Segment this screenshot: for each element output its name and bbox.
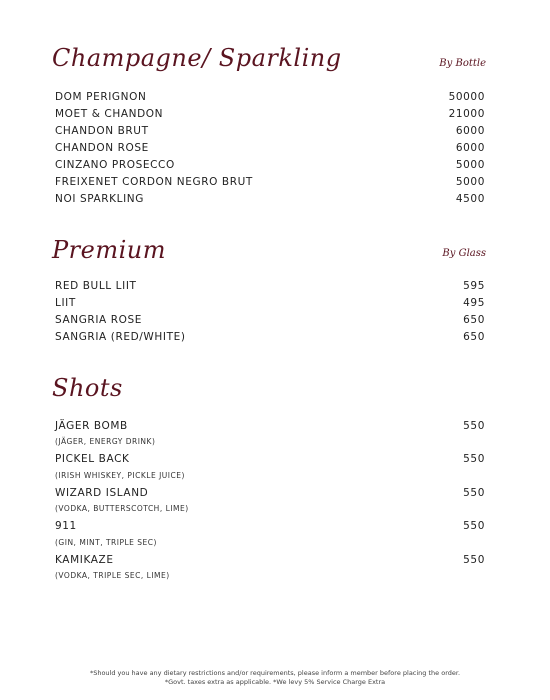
- menu-item: [55, 139, 485, 156]
- footer-dietary-note: *Should you have any dietary restrictions and/or requirements, please inform a member before placing the order.: [89, 669, 461, 677]
- footer-notes: [0, 669, 550, 687]
- menu-item: [55, 156, 485, 173]
- item-description: (JÄGER, ENERGY DRINK): [55, 437, 156, 446]
- column-label-by-glass: By Glass: [442, 248, 486, 259]
- item-price: 4500: [455, 192, 485, 205]
- section-title-shots: Shots: [52, 374, 123, 402]
- item-price: 550: [463, 486, 485, 499]
- item-price: 50000: [448, 90, 485, 103]
- champagne-list: [55, 88, 485, 207]
- item-description: (GIN, MINT, TRIPLE SEC): [55, 537, 157, 547]
- section-title-premium: Premium: [52, 236, 166, 264]
- item-name: JÄGER BOMB: [55, 419, 128, 432]
- footer-tax-note: *Govt. taxes extra as applicable. *We levy 5% Service Charge Extra: [164, 678, 386, 686]
- item-name: CINZANO PROSECCO: [55, 158, 175, 171]
- item-name: NOI SPARKLING: [55, 192, 144, 205]
- menu-item: [55, 484, 485, 518]
- menu-item: [55, 518, 485, 552]
- item-price: 550: [463, 419, 485, 432]
- item-price: 21000: [448, 107, 485, 120]
- item-name: WIZARD ISLAND: [55, 486, 149, 499]
- item-name: CHANDON BRUT: [55, 124, 149, 137]
- menu-item: [55, 551, 485, 585]
- shots-list: [55, 417, 485, 585]
- menu-item: [55, 122, 485, 139]
- item-name: MOET & CHANDON: [55, 107, 164, 120]
- item-price: 550: [463, 553, 485, 566]
- item-name: CHANDON ROSE: [55, 141, 149, 154]
- item-price: 495: [463, 296, 485, 309]
- menu-item: [55, 190, 485, 207]
- menu-item: [55, 88, 485, 105]
- menu-item: [55, 311, 485, 328]
- item-description: (VODKA, TRIPLE SEC, LIME): [55, 571, 170, 580]
- premium-list: [55, 277, 485, 345]
- item-name: RED BULL LIIT: [55, 279, 137, 292]
- item-price: 650: [463, 313, 485, 326]
- menu-item: [55, 451, 485, 485]
- item-price: 550: [463, 520, 485, 532]
- item-price: 5000: [455, 158, 485, 171]
- item-price: 5000: [455, 175, 485, 188]
- item-price: 595: [463, 279, 485, 292]
- menu-item: [55, 173, 485, 190]
- item-price: 6000: [455, 141, 485, 154]
- column-label-by-bottle: By Bottle: [439, 58, 486, 69]
- item-name: SANGRIA ROSE: [55, 313, 143, 326]
- item-name: PICKEL BACK: [55, 453, 130, 465]
- item-name: KAMIKAZE: [55, 553, 114, 566]
- item-price: 650: [463, 330, 485, 343]
- menu-item: [55, 417, 485, 451]
- item-name: LIIT: [55, 296, 76, 309]
- item-price: 550: [463, 453, 485, 465]
- item-name: FREIXENET CORDON NEGRO BRUT: [55, 175, 253, 188]
- item-name: SANGRIA (RED/WHITE): [55, 330, 186, 343]
- item-description: (IRISH WHISKEY, PICKLE JUICE): [55, 470, 185, 480]
- menu-item: [55, 277, 485, 294]
- section-title-champagne: Champagne/ Sparkling: [52, 44, 342, 72]
- item-name: DOM PERIGNON: [55, 90, 147, 103]
- item-description: (VODKA, BUTTERSCOTCH, LIME): [55, 504, 189, 513]
- menu-item: [55, 294, 485, 311]
- menu-item: [55, 105, 485, 122]
- menu-item: [55, 328, 485, 345]
- item-price: 6000: [455, 124, 485, 137]
- item-name: 911: [55, 520, 77, 532]
